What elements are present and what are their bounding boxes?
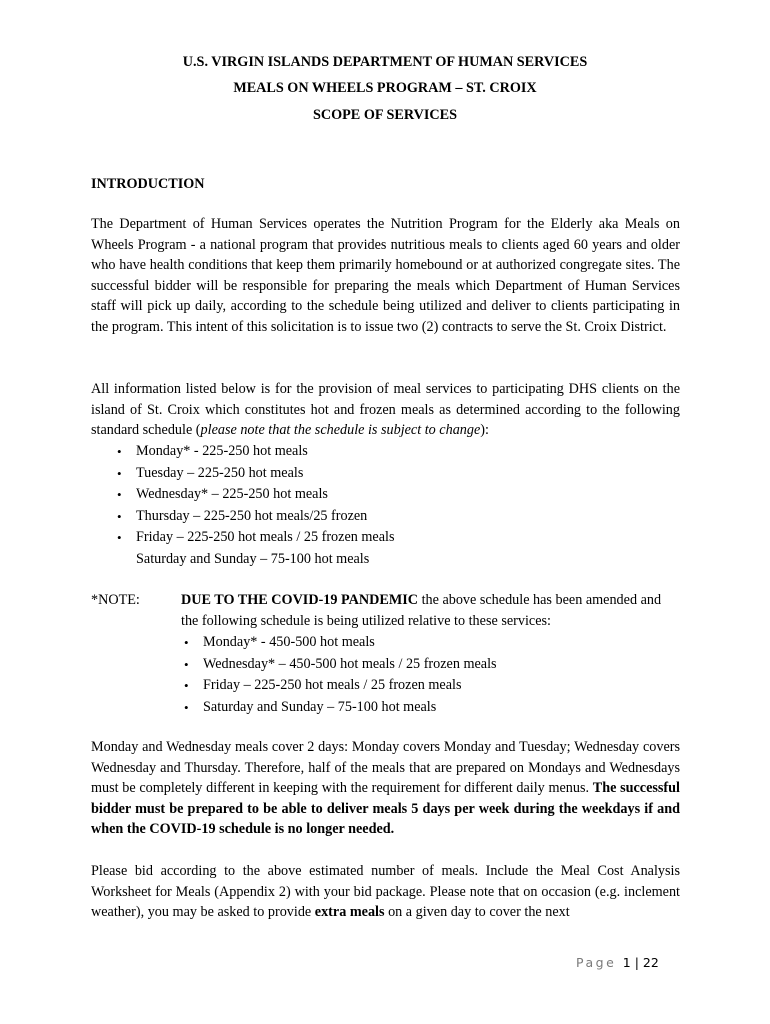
bullet-icon: • xyxy=(117,487,122,502)
covid-schedule-list xyxy=(181,632,497,718)
bullet-icon: • xyxy=(117,508,122,524)
bid-instructions-end: on a given day to cover the next xyxy=(384,904,570,921)
introduction-heading: INTRODUCTION xyxy=(91,176,205,192)
page-total: 22 xyxy=(642,955,659,970)
covid-note-body: the above schedule has been amended and the following schedule is being utilized relative to these services: xyxy=(181,592,662,629)
list-item-weekend: Saturday and Sunday – 75-100 hot meals xyxy=(136,550,370,567)
page-number: 1 xyxy=(622,955,631,970)
covid-note-text xyxy=(181,590,681,632)
bullet-icon: • xyxy=(184,656,189,672)
covid-note-bold: DUE TO THE COVID-19 PANDEMIC xyxy=(181,592,419,608)
page-separator: | xyxy=(634,955,639,970)
bullet-icon: • xyxy=(117,465,122,481)
list-item: • Monday* - 225-250 hot meals xyxy=(114,441,394,463)
bullet-icon: • xyxy=(184,699,189,715)
bullet-icon: • xyxy=(184,635,189,650)
page-label: Page xyxy=(576,955,617,970)
intro-paragraph: The Department of Human Services operates the Nutrition Program for the Elderly aka Meals on Wheels Program - a national program that provides nutritious meals to clients aged 60 years and older who have health conditions that keep them primarily homebound or at authorized congregate sites. The successful bidder will be responsible for preparing the meals which Department of Human Services staff will pick up daily, according to the schedule being utilized and deliver to clients participating in the program. This intent of this solicitation is to issue two (2) contracts to serve the St. Croix District. xyxy=(91,216,680,335)
extra-meals-bold: extra meals xyxy=(314,904,385,921)
meal-coverage-text: Monday and Wednesday meals cover 2 days: Monday covers Monday and Tuesday; Wednesday covers Wednesday and Thursday. Therefore, half of the meals that are prepared on Mondays and Wednesdays must be completely different in keeping with the requirement for different daily menus. xyxy=(91,739,680,797)
list-item: • Monday* - 450-500 hot meals xyxy=(181,632,497,654)
schedule-change-note: please note that the schedule is subject to change xyxy=(200,422,481,439)
bid-instructions-text: Please bid according to the above estimated number of meals. Include the Meal Cost Analysis Worksheet for Meals (Appendix 2) with your bid package. Please note that on occasion (e.g. inclement weather), you may be asked to provide xyxy=(91,863,680,921)
list-item: • Friday – 225-250 hot meals / 25 frozen meals xyxy=(181,675,497,697)
bullet-icon: • xyxy=(184,678,189,693)
program-title: MEALS ON WHEELS PROGRAM – ST. CROIX xyxy=(233,80,537,96)
standard-schedule-list xyxy=(114,441,394,570)
bullet-icon: • xyxy=(117,444,122,459)
bullet-icon: • xyxy=(117,530,122,545)
page-footer xyxy=(576,955,659,970)
list-item: • Tuesday – 225-250 hot meals xyxy=(114,463,394,485)
scope-title: SCOPE OF SERVICES xyxy=(312,107,458,123)
schedule-intro-end: ): xyxy=(480,422,489,439)
schedule-intro-paragraph xyxy=(91,379,680,441)
department-title: U.S. VIRGIN ISLANDS DEPARTMENT OF HUMAN SERVICES xyxy=(182,54,588,70)
bid-instructions-paragraph xyxy=(91,861,680,923)
list-item: • Wednesday* – 450-500 hot meals / 25 frozen meals xyxy=(181,654,497,676)
list-item: • Saturday and Sunday – 75-100 hot meals xyxy=(181,697,497,719)
note-label: *NOTE: xyxy=(91,592,140,608)
schedule-intro-text: All information listed below is for the provision of meal services to participating DHS clients on the island of St. Croix which constitutes hot and frozen meals as determined according to the following standard schedule ( xyxy=(91,381,680,439)
list-item: • Thursday – 225-250 hot meals/25 frozen xyxy=(114,506,394,528)
list-item: • Friday – 225-250 hot meals / 25 frozen meals xyxy=(114,527,394,549)
bidder-requirement-bold: The successful bidder must be prepared to be able to deliver meals 5 days per week during the weekdays if and when the COVID-19 schedule is no longer needed. xyxy=(91,780,680,838)
list-item: • Wednesday* – 225-250 hot meals xyxy=(114,484,394,506)
meal-coverage-paragraph xyxy=(91,737,680,840)
